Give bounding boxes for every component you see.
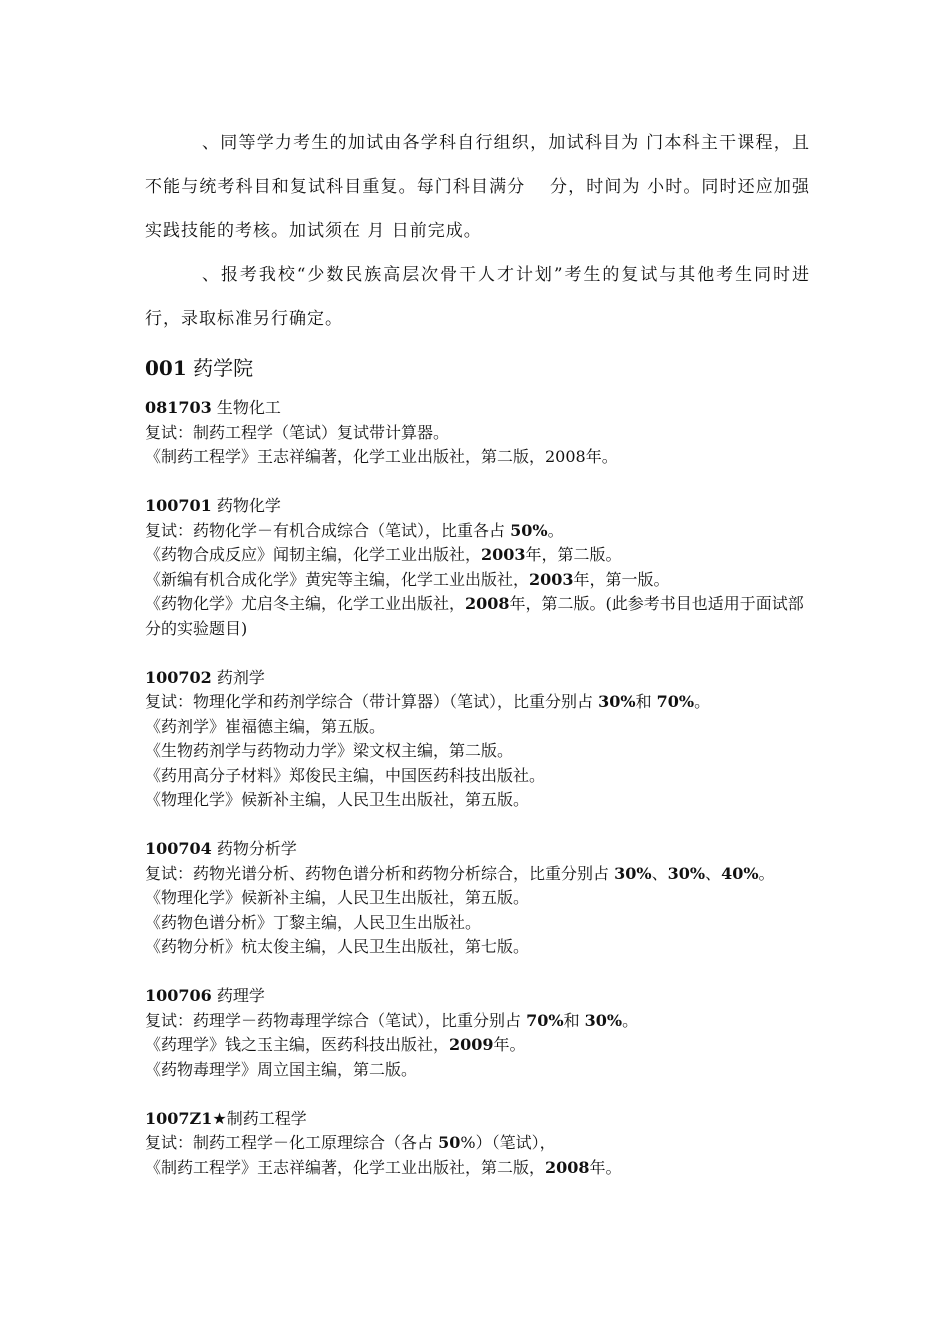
line-text: 、	[705, 863, 722, 883]
program-title	[145, 396, 813, 421]
program-line	[145, 886, 813, 911]
line-text: 复试：药理学－药物毒理学综合（笔试），比重分别占	[145, 1010, 527, 1030]
program-section	[145, 837, 813, 960]
program-section	[145, 494, 813, 641]
program-line	[145, 788, 813, 813]
program-line	[145, 690, 813, 715]
line-text: 复试：药物光谱分析、药物色谱分析和药物分析综合，比重分别占	[145, 863, 615, 883]
line-text: 年。	[589, 1157, 622, 1177]
program-line	[145, 421, 813, 446]
program-list	[145, 396, 813, 1205]
line-text: 和	[635, 692, 657, 711]
bold-value: 30%	[598, 692, 636, 711]
line-text: 。	[758, 863, 775, 883]
department-code: 001	[145, 356, 187, 380]
program-line	[145, 911, 813, 936]
bold-value: 2003	[529, 569, 574, 589]
bold-value: 50	[438, 1133, 461, 1152]
bold-value: 30%	[667, 863, 706, 883]
bold-value: 40%	[721, 863, 759, 883]
bold-value: 70%	[526, 1010, 564, 1030]
program-name: 药剂学	[211, 667, 265, 687]
line-text: 。	[547, 520, 564, 540]
program-code: 100701	[145, 496, 212, 515]
line-text: 《药物化学》尤启冬主编，化学工业出版社，	[145, 594, 466, 613]
program-title	[145, 494, 813, 519]
program-name: 生物化工	[211, 398, 281, 417]
line-text: 和	[563, 1010, 585, 1030]
line-text: 复试：制药工程学（笔试）复试带计算器。	[145, 422, 450, 442]
line-text: 。	[622, 1010, 639, 1030]
bold-value: 30%	[614, 863, 652, 883]
program-section	[145, 666, 813, 813]
program-line	[145, 715, 813, 740]
bold-value: 2008	[465, 594, 510, 613]
line-text: 《药物分析》杭太俊主编，人民卫生出版社，第七版。	[145, 937, 530, 956]
line-text: 年。	[493, 1035, 526, 1054]
intro-paragraph-1: 、同等学力考生的加试由各学科自行组织，加试科目为 门本科主干课程，且不能与统考科目和复试科目重复。每门科目满分 分，时间为 小时。同时还应加强实践技能的考核。加试须在 月 日前完成。	[145, 133, 810, 241]
line-text: 复试：物理化学和药剂学综合（带计算器）（笔试），比重分别占	[145, 692, 599, 711]
program-title	[145, 984, 813, 1009]
program-name: ★制药工程学	[212, 1108, 307, 1128]
program-code: 100704	[145, 839, 212, 858]
line-text: 《药物色谱分析》丁黎主编，人民卫生出版社。	[145, 912, 482, 932]
line-text: 《药物毒理学》周立国主编，第二版。	[145, 1059, 418, 1079]
line-text: 年，第一版。	[573, 569, 670, 589]
program-line	[145, 1009, 813, 1034]
intro-notes	[145, 121, 810, 341]
line-text: 《药用高分子材料》郑俊民主编，中国医药科技出版社。	[145, 765, 546, 785]
line-text: 《生物药剂学与药物动力学》梁文权主编，第二版。	[145, 741, 514, 760]
program-name: 药物化学	[211, 496, 281, 515]
program-line	[145, 1156, 813, 1181]
program-section	[145, 984, 813, 1082]
line-text: 复试：制药工程学－化工原理综合（各占	[145, 1133, 439, 1152]
line-text: 《新编有机合成化学》黄宪等主编，化学工业出版社，	[145, 569, 530, 589]
department-name: 药学院	[186, 356, 254, 380]
program-line	[145, 739, 813, 764]
program-line	[145, 445, 813, 470]
line-text: %）（笔试），	[460, 1133, 556, 1152]
bold-value: 30%	[584, 1010, 623, 1030]
intro-paragraph-2: 、报考我校“少数民族高层次骨干人才计划”考生的复试与其他考生同时进行，录取标准另行确定。	[145, 265, 810, 329]
bold-value: 2008	[545, 1157, 590, 1177]
program-line	[145, 935, 813, 960]
program-line	[145, 543, 813, 568]
line-text: 年，第二版。(此参考书目也适用于面试部分的实验题目)	[145, 594, 804, 638]
bold-value: 2003	[481, 545, 526, 564]
program-code: 081703	[145, 398, 212, 417]
program-code: 100706	[145, 986, 212, 1005]
line-text: 《制药工程学》王志祥编著，化学工业出版社，第二版，	[145, 1157, 546, 1177]
line-text: 复试：药物化学－有机合成综合（笔试），比重各占	[145, 520, 511, 540]
line-text: 《物理化学》候新补主编，人民卫生出版社，第五版。	[145, 888, 530, 907]
line-text: 、	[651, 863, 668, 883]
department-heading	[145, 353, 253, 383]
program-line	[145, 519, 813, 544]
program-title	[145, 837, 813, 862]
line-text: 。	[694, 692, 711, 711]
program-section	[145, 396, 813, 470]
program-name: 药理学	[211, 986, 265, 1005]
program-code: 100702	[145, 667, 212, 687]
bold-value: 50%	[510, 520, 548, 540]
line-text: 《药剂学》崔福德主编，第五版。	[145, 716, 386, 736]
program-section	[145, 1107, 813, 1181]
program-line	[145, 1033, 813, 1058]
bold-value: 2009	[449, 1035, 494, 1054]
program-line	[145, 862, 813, 887]
line-text: 《药物合成反应》闻韧主编，化学工业出版社，	[145, 545, 482, 564]
program-line	[145, 568, 813, 593]
line-text: 《物理化学》候新补主编，人民卫生出版社，第五版。	[145, 790, 530, 809]
program-line	[145, 592, 813, 641]
program-title	[145, 1107, 813, 1132]
line-text: 年，第二版。	[525, 545, 622, 564]
program-line	[145, 1058, 813, 1083]
program-line	[145, 1131, 813, 1156]
bold-value: 70%	[656, 692, 695, 711]
program-line	[145, 764, 813, 789]
program-title	[145, 666, 813, 691]
line-text: 《药理学》钱之玉主编，医药科技出版社，	[145, 1035, 450, 1054]
program-name: 药物分析学	[211, 839, 297, 858]
program-code: 1007Z1	[145, 1108, 213, 1128]
line-text: 《制药工程学》王志祥编著，化学工业出版社，第二版，2008年。	[145, 447, 618, 466]
